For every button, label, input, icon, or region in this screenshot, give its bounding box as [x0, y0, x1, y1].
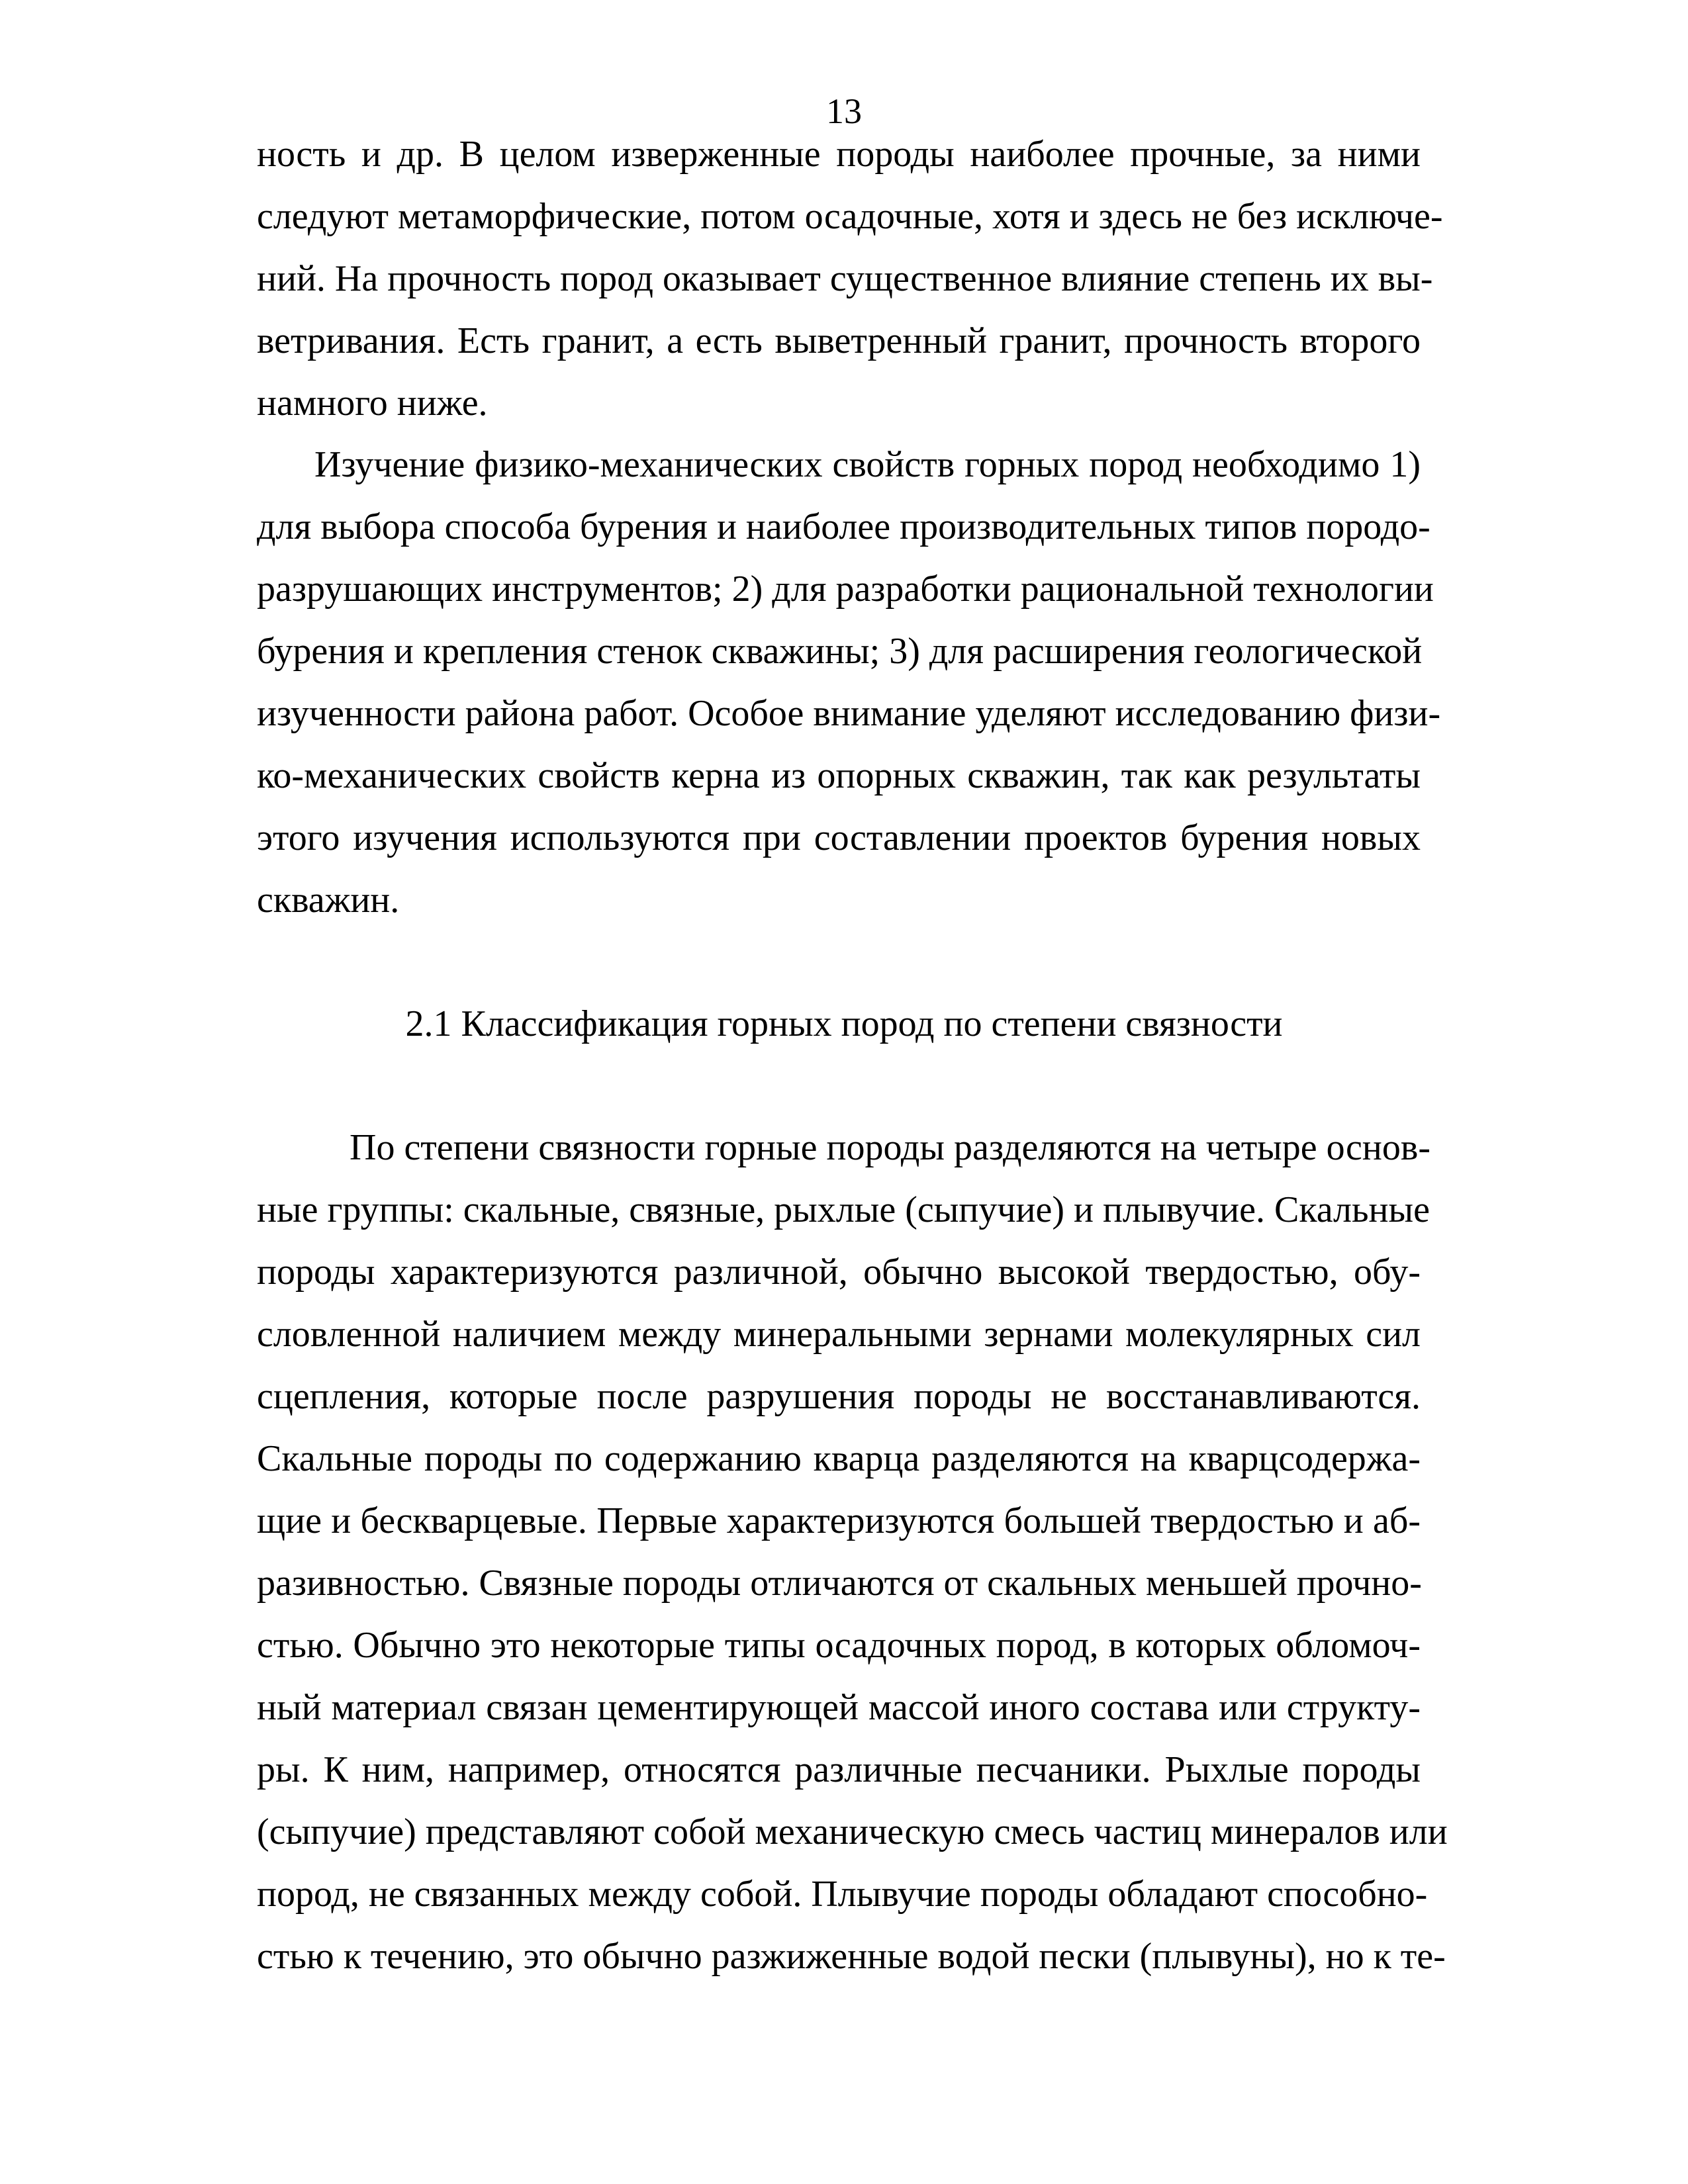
text-line: стью. Обычно это некоторые типы осадочных пород, в которых обломоч- [257, 1625, 1421, 1666]
text-line: По степени связности горные породы разделяются на четыре основ- [350, 1127, 1430, 1168]
paragraph-3 [257, 1116, 1448, 1987]
text-line: для выбора способа бурения и наиболее производительных типов породо- [257, 506, 1430, 547]
text-line: щие и бескварцевые. Первые характеризуются большей твердостью и аб- [257, 1500, 1421, 1541]
text-line: разивностью. Связные породы отличаются от скальных меньшей прочно- [257, 1563, 1422, 1604]
text-line: ры. К ним, например, относятся различные песчаники. Рыхлые породы [257, 1749, 1421, 1790]
text-line: этого изучения используются при составлении проектов бурения новых [257, 817, 1421, 858]
text-line: стью к течению, это обычно разжиженные водой пески (плывуны), но к те- [257, 1936, 1446, 1977]
text-line: ность и др. В целом изверженные породы наиболее прочные, за ними [257, 134, 1421, 175]
text-line: породы характеризуются различной, обычно высокой твердостью, обу- [257, 1251, 1421, 1293]
section-heading: 2.1 Классификация горных пород по степени связности [405, 1003, 1283, 1044]
text-line: разрушающих инструментов; 2) для разработки рациональной технологии [257, 569, 1434, 610]
text-line: намного ниже. [257, 383, 488, 424]
text-line: ветривания. Есть гранит, а есть выветренный гранит, прочность второго [257, 320, 1421, 361]
paragraph-1 [257, 123, 1443, 434]
paragraph-2 [257, 433, 1441, 931]
text-line: скважин. [257, 880, 400, 921]
text-line: ный материал связан цементирующей массой иного состава или структу- [257, 1687, 1421, 1728]
text-line: (сыпучие) представляют собой механическую смесь частиц минералов или [257, 1811, 1448, 1852]
text-line: сцепления, которые после разрушения породы не восстанавливаются. [257, 1376, 1421, 1417]
text-line: ко-механических свойств керна из опорных скважин, так как результаты [257, 755, 1421, 796]
page-number: 13 [826, 91, 862, 131]
text-line: Изучение физико-механических свойств горных пород необходимо 1) [314, 444, 1421, 485]
text-line: бурения и крепления стенок скважины; 3) для расширения геологической [257, 631, 1423, 672]
text-line: следуют метаморфические, потом осадочные, хотя и здесь не без исключе- [257, 196, 1443, 237]
text-line: изученности района работ. Особое внимание уделяют исследованию физи- [257, 693, 1441, 734]
text-line: ные группы: скальные, связные, рыхлые (сыпучие) и плывучие. Скальные [257, 1189, 1430, 1230]
text-line: Скальные породы по содержанию кварца разделяются на кварцсодержа- [257, 1438, 1421, 1479]
text-line: пород, не связанных между собой. Плывучие породы обладают способно- [257, 1874, 1428, 1915]
text-line: ний. На прочность пород оказывает существенное влияние степень их вы- [257, 258, 1433, 299]
text-line: словленной наличием между минеральными зернами молекулярных сил [257, 1314, 1421, 1355]
